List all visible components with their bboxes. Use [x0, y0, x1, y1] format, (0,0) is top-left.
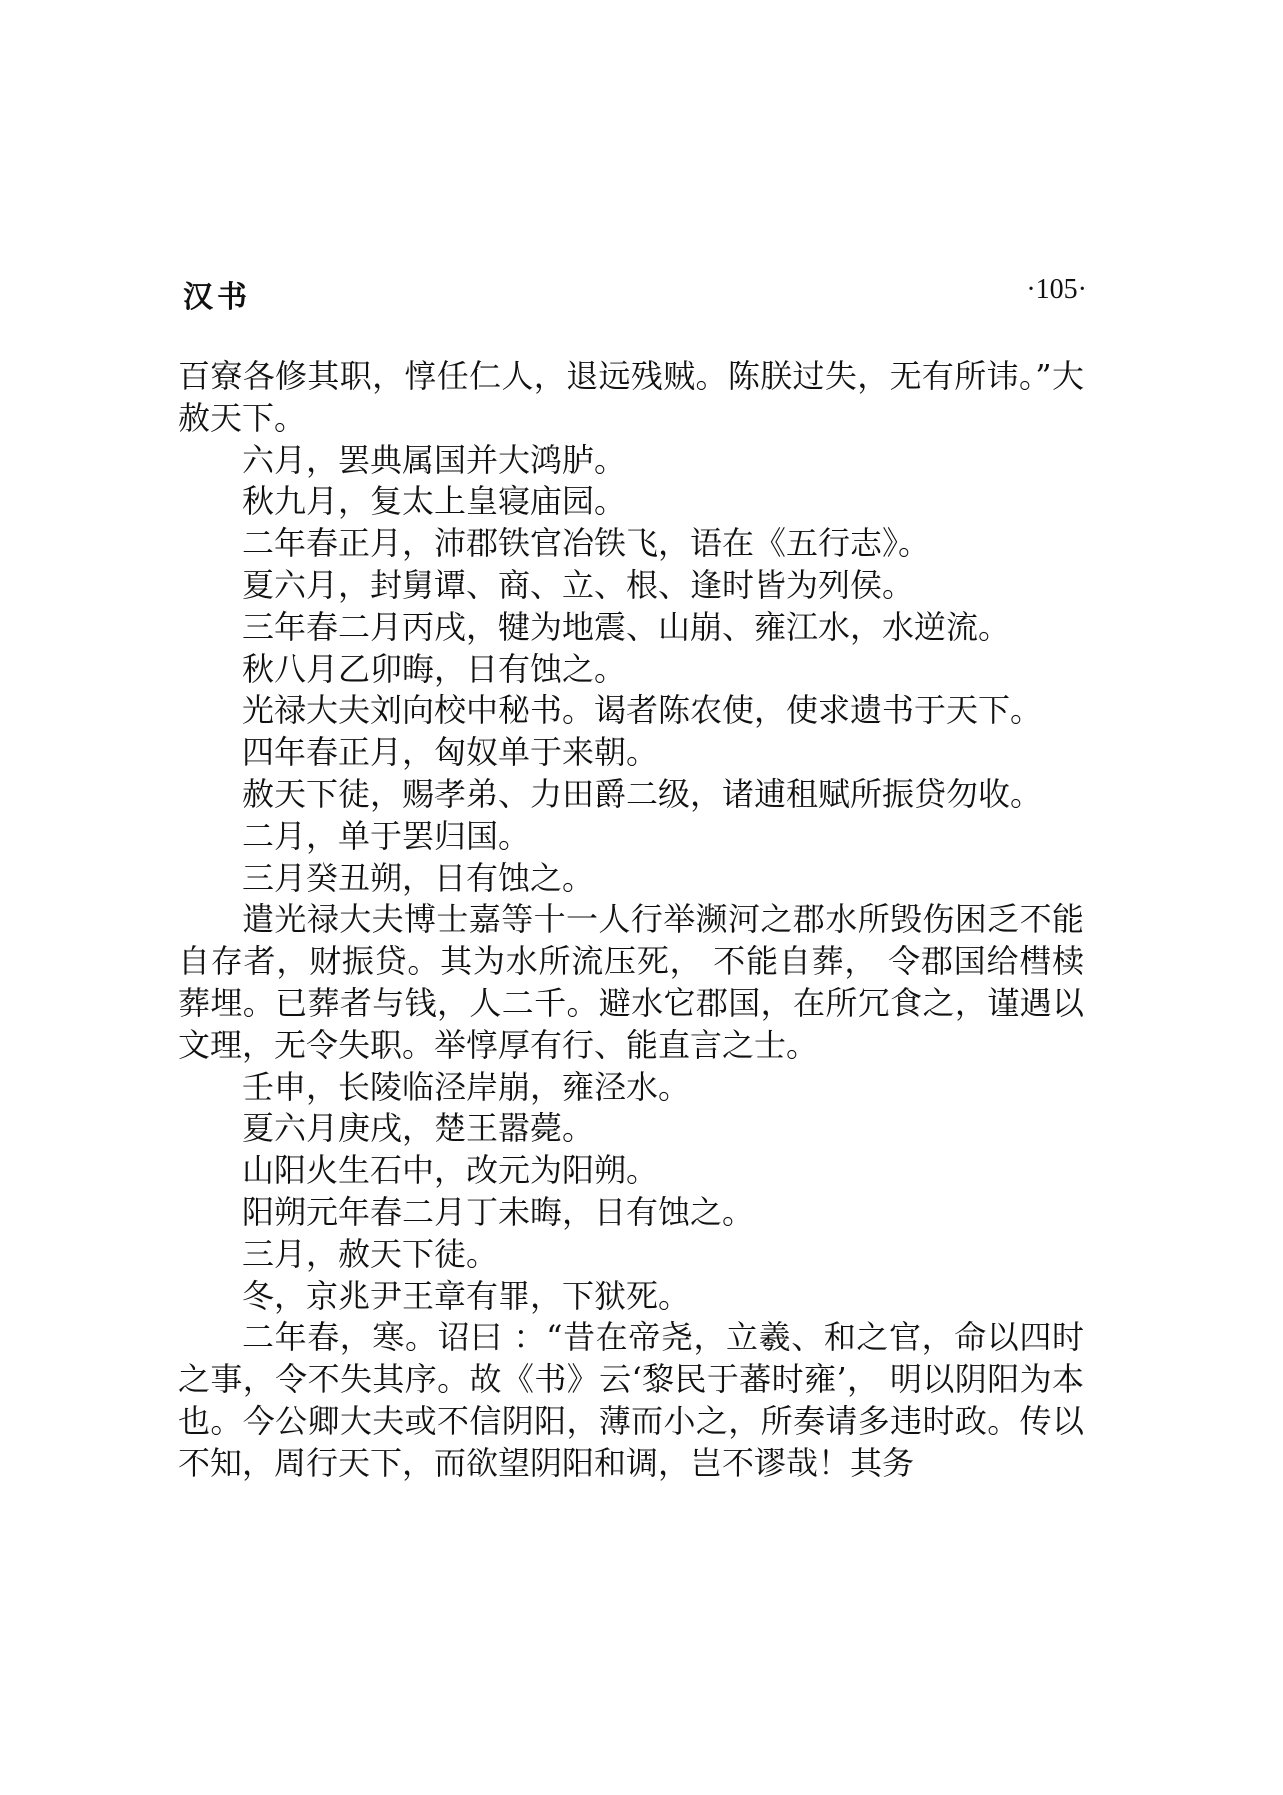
paragraph-5: 夏六月，封舅谭、商、立、根、逢时皆为列侯。	[242, 565, 915, 604]
paragraph-15: 夏六月庚戌，楚王嚣薨。	[242, 1109, 595, 1148]
paragraph-6: 三年春二月丙戌，犍为地震、山崩、雍江水，水逆流。	[242, 607, 1011, 646]
paragraph-7: 秋八月乙卯晦，日有蚀之。	[242, 649, 627, 688]
body-text	[178, 356, 1084, 1485]
paragraph-4: 二年春正月，沛郡铁官冶铁飞，语在《五行志》。	[242, 524, 931, 563]
paragraph-17: 阳朔元年春二月丁未晦，日有蚀之。	[242, 1192, 755, 1231]
paragraph-11: 二月，单于罢归国。	[242, 816, 531, 855]
paragraph-19: 冬，京兆尹王章有罪，下狱死。	[242, 1276, 691, 1315]
book-title: 汉书	[183, 280, 251, 315]
paragraph-18: 三月，赦天下徒。	[242, 1234, 499, 1273]
page-number: ·105·	[1026, 274, 1087, 305]
paragraph-10: 赦天下徒，赐孝弟、力田爵二级，诸逋租赋所振贷勿收。	[242, 774, 1043, 813]
paragraph-3: 秋九月，复太上皇寝庙园。	[242, 482, 627, 521]
paragraph-9: 四年春正月，匈奴单于来朝。	[242, 733, 659, 772]
running-header	[183, 272, 1087, 316]
paragraph-16: 山阳火生石中，改元为阳朔。	[242, 1151, 659, 1190]
paragraph-8: 光禄大夫刘向校中秘书。谒者陈农使，使求遗书于天下。	[242, 691, 1043, 730]
paragraph-1: 百寮各修其职，惇任仁人，退远残贼。陈朕过失，无有所讳。”大赦天下。	[178, 357, 1084, 437]
paragraph-2: 六月，罢典属国并大鸿胪。	[242, 440, 627, 479]
paragraph-14: 壬申，长陵临泾岸崩，雍泾水。	[242, 1067, 691, 1106]
paragraph-20: 二年春，寒。诏曰 ：“昔在帝尧，立羲、和之官，命以四时之事，令不失其序。故《书》云‘黎民于蕃时雍’， 明以阴阳为本也。今公卿大夫或不信阴阳，薄而小之，所奏请多违时政。传以不知，周行天下，而欲望阴阳和调，岂不谬哉！其务	[178, 1318, 1084, 1482]
paragraph-12: 三月癸丑朔，日有蚀之。	[242, 858, 595, 897]
paragraph-13: 遣光禄大夫博士嘉等十一人行举濒河之郡水所毁伤困乏不能自存者，财振贷。其为水所流压死， 不能自葬， 令郡国给槥椟葬埋。已葬者与钱，人二千。避水它郡国，在所冗食之，谨遇以文理，无令失职。举惇厚有行、能直言之士。	[178, 900, 1084, 1064]
